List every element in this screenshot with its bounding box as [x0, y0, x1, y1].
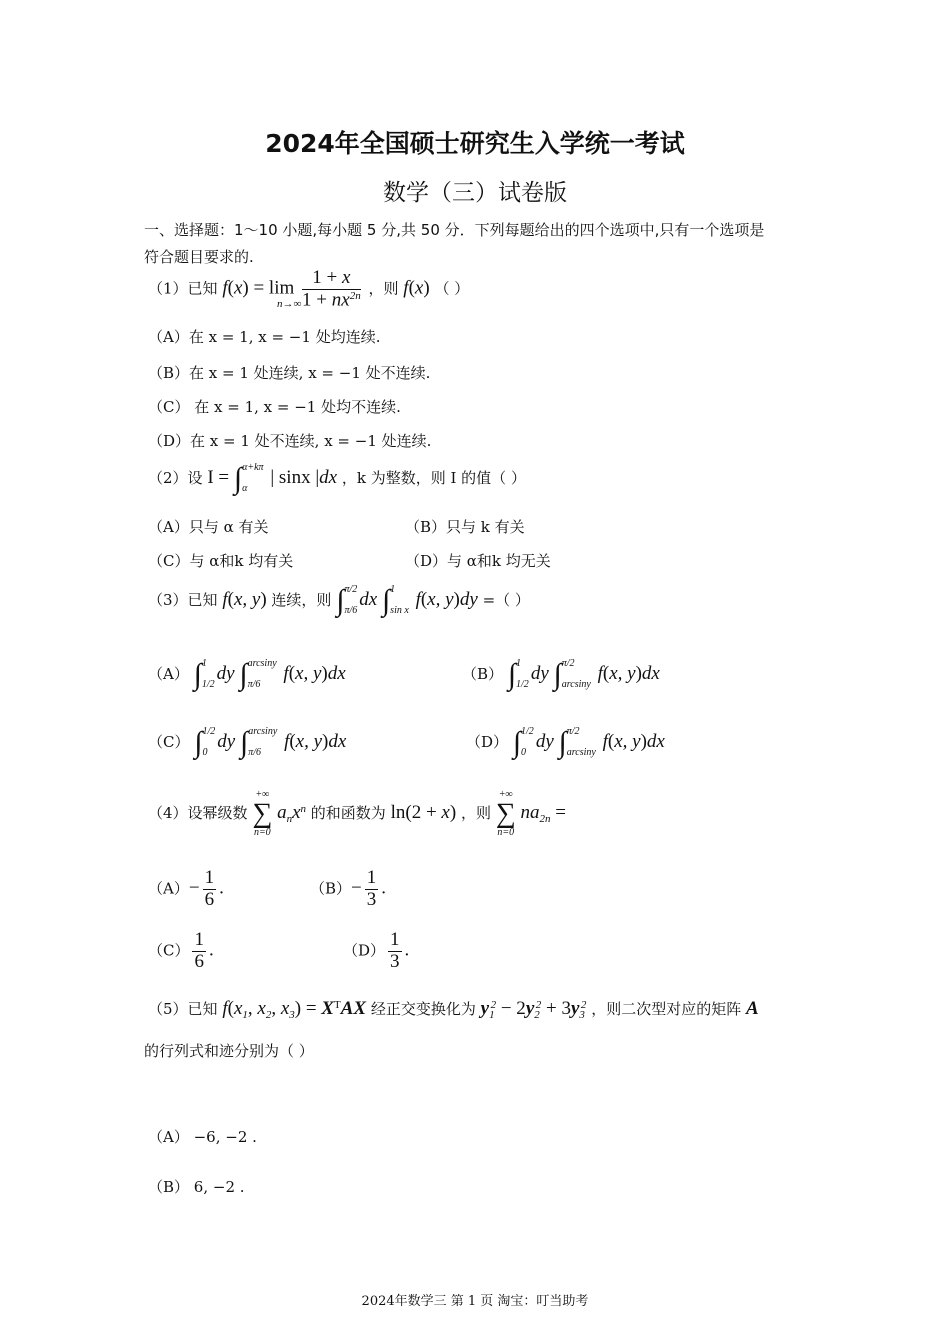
question-3-num: （3）已知 — [148, 591, 218, 609]
section-heading-cont: 符合题目要求的. — [144, 248, 254, 266]
q3-option-d: （D） ∫1/2 0dy ∫π/2 arcsiny f(x, y)dx — [466, 726, 665, 759]
question-5-num: （5）已知 — [148, 1000, 218, 1018]
q1-option-b: （B）在 x = 1 处连续, x = −1 处不连续. — [148, 364, 431, 382]
page-subtitle: 数学（三）试卷版 — [383, 180, 567, 206]
question-4-mid: 的和函数为 — [310, 804, 386, 822]
question-3-mid: 连续，则 — [271, 591, 332, 609]
page-footer: 2024年数学三 第 1 页 淘宝：叮当助考 — [361, 1294, 589, 1309]
q2-option-b: （B）只与 k 有关 — [405, 518, 525, 536]
page-title: 2024年全国硕士研究生入学统一考试 — [265, 129, 685, 158]
q4-option-b: （B）− $\frac{1}{3}$ . — [310, 867, 386, 910]
q4-option-d: （D） $\frac{1}{3}$ . — [343, 929, 410, 972]
q2-option-a: （A）只与 α 有关 — [148, 518, 269, 536]
q4-option-c: （C） $\frac{1}{6}$ . — [148, 929, 214, 972]
q2-option-c: （C）与 α和k 均有关 — [148, 552, 294, 570]
q1-option-c: （C） 在 x = 1, x = −1 处均不连续. — [148, 398, 401, 416]
question-3-tail: =（ ） — [482, 591, 530, 609]
question-5-mid: 经正交变换化为 — [370, 1000, 476, 1018]
q5-option-a: （A） −6, −2 . — [148, 1128, 257, 1146]
question-2: （2）设 I = ∫α+kπ α | sinx |dx ，k 为整数，则 I 的值（ ） — [148, 462, 526, 495]
q4-option-a: （A）− $\frac{1}{6}$ . — [148, 867, 224, 910]
q3-option-a: （A） ∫1 1/2dy ∫arcsiny π/6 f(x, y)dx — [148, 658, 346, 691]
question-5-tail: ，则二次型对应的矩阵 — [591, 1000, 742, 1018]
question-1-tail: ，则 — [368, 279, 399, 298]
section-heading: 一、选择题：1～10 小题,每小题 5 分,共 50 分．下列每题给出的四个选项中,只有一个选项是 — [144, 221, 765, 239]
question-4: （4）设幂级数 +∞ ∑ n=0 $a_nx^n$ 的和函数为 ln(2 + x) ，则 +∞ ∑ n=0 $na_{2n}$ = — [148, 789, 566, 838]
q1-option-d: （D）在 x = 1 处不连续, x = −1 处连续. — [148, 432, 432, 450]
q5-option-b: （B） 6, −2 . — [148, 1178, 245, 1196]
question-4-num: （4）设幂级数 — [148, 804, 248, 822]
question-2-tail: ，k 为整数，则 I 的值（ ） — [341, 469, 526, 487]
question-1-num: （1）已知 — [148, 279, 218, 298]
question-1: （1）已知 f(x) = lim $\frac{1 + x}{1 + nx^{2n}}$ ，则 f(x) （ ） — [148, 267, 470, 311]
question-4-tail: ，则 — [460, 804, 491, 822]
q3-option-c: （C） ∫1/2 0dy ∫arcsiny π/6 f(x, y)dx — [148, 726, 347, 759]
question-5: （5）已知 $f(x_1$, $x_2$, $x_3) = X^TAX$ 经正交变换化为 $y_1^2 - 2y_2^2 + 3y_3^2$ ，则二次型对应的矩阵 A — [148, 998, 759, 1021]
q1-option-a: （A）在 x = 1, x = −1 处均连续. — [148, 328, 381, 346]
question-1-paren: （ ） — [434, 279, 470, 298]
question-5-cont: 的行列式和迹分别为（ ） — [144, 1042, 314, 1060]
q3-option-b: （B） ∫1 1/2dy ∫π/2 arcsiny f(x, y)dx — [462, 658, 660, 691]
question-2-num: （2）设 — [148, 469, 203, 487]
q2-option-d: （D）与 α和k 均无关 — [405, 552, 551, 570]
question-3: （3）已知 f(x, y) 连续，则 ∫π/2 π/6dx ∫1 sin x f(x, y)dy =（ ） — [148, 584, 530, 617]
